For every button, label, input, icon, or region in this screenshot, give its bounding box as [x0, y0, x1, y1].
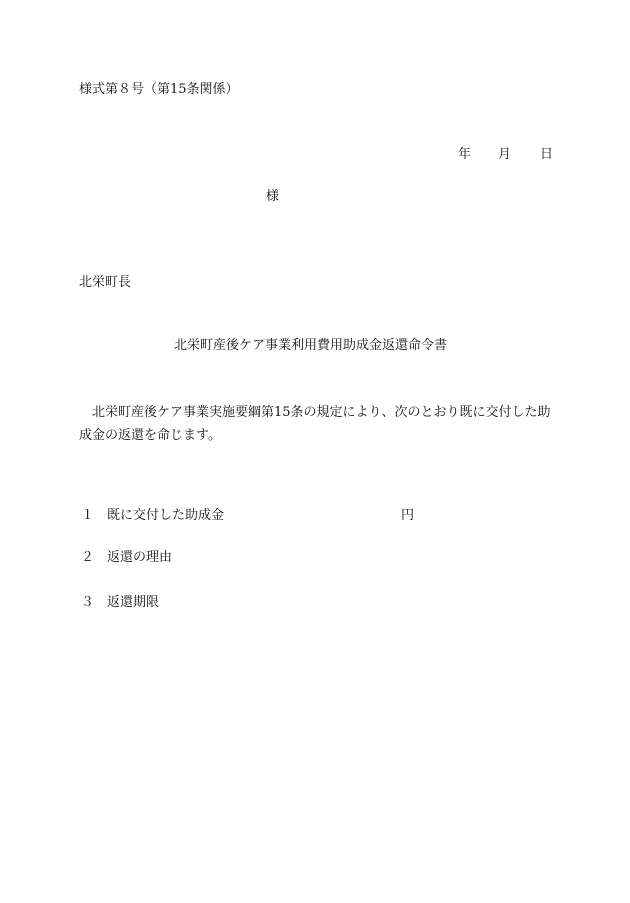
form-number: 様式第８号（第15条関係） — [79, 82, 239, 97]
issuer-name: 北栄町長 — [79, 275, 132, 290]
addressee-honorific: 様 — [266, 189, 280, 204]
month-label: 月 — [498, 147, 512, 162]
yen-unit: 円 — [401, 508, 415, 523]
item-label: 返還の理由 — [107, 550, 173, 565]
item-refund-deadline — [81, 595, 159, 611]
body-paragraph: 北栄町産後ケア事業実施要綱第15条の規定により、次のとおり既に交付した助成金の返還を命じます。 — [79, 405, 551, 443]
item-number: １ — [81, 508, 95, 523]
year-label: 年 — [458, 147, 472, 162]
item-refund-amount — [81, 508, 415, 524]
document-title: 北栄町産後ケア事業利用費用助成金返還命令書 — [174, 338, 448, 353]
day-label: 日 — [540, 147, 554, 162]
item-refund-reason — [81, 550, 172, 566]
item-number: ２ — [81, 550, 95, 565]
item-label: 既に交付した助成金 — [107, 508, 225, 523]
item-number: ３ — [81, 595, 95, 610]
item-label: 返還期限 — [107, 595, 160, 610]
date-line — [458, 147, 553, 163]
